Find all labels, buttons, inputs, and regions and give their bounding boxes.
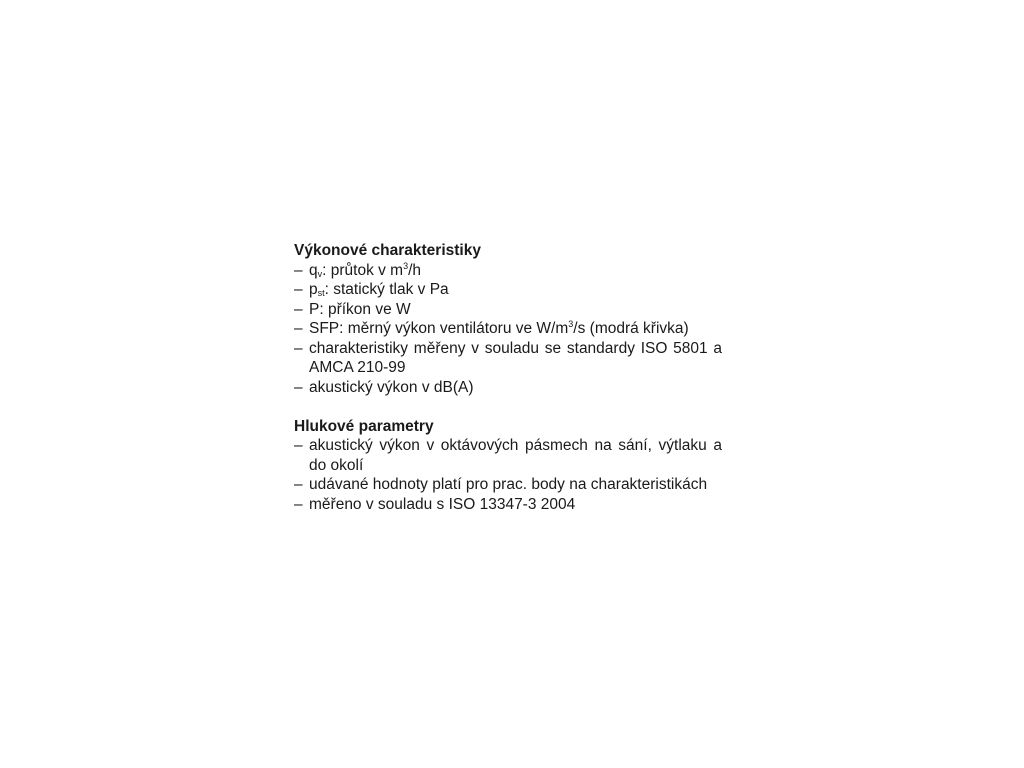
- section-heading-performance: Výkonové charakteristiky: [294, 242, 481, 259]
- document-text-block: [294, 241, 722, 514]
- sfp-suffix: /s (modrá křivka): [573, 320, 689, 337]
- list-item-acoustic-power: – akustický výkon v dB(A): [294, 378, 722, 398]
- flow-text: : průtok v m: [322, 261, 404, 279]
- sfp-text: SFP: měrný výkon ventilátoru ve W/m: [309, 320, 569, 337]
- pressure-subscript: st: [317, 288, 325, 298]
- pressure-symbol: p: [309, 281, 318, 298]
- list-item-power: – P: příkon ve W: [294, 300, 722, 320]
- flow-subscript: v: [317, 268, 323, 279]
- list-item-static-pressure: [294, 280, 722, 300]
- list-item-flow: [294, 261, 722, 281]
- performance-list: [294, 261, 722, 398]
- pressure-text: : statický tlak v Pa: [324, 281, 449, 298]
- list-item-standards: – charakteristiky měřeny v souladu se standardy ISO 5801 a AMCA 210-99: [294, 339, 722, 378]
- flow-superscript: 3: [403, 260, 409, 271]
- list-item-operating-points: – udávané hodnoty platí pro prac. body na charakteristikách: [294, 475, 722, 495]
- noise-list: [294, 436, 722, 514]
- list-item-octave-bands: – akustický výkon v oktávových pásmech na sání, výtlaku a do okolí: [294, 436, 722, 475]
- flow-suffix: /h: [408, 261, 422, 279]
- section-spacer: [294, 397, 722, 417]
- list-item-sfp: [294, 319, 722, 339]
- flow-symbol: q: [309, 261, 318, 279]
- list-item-iso-standard: – měřeno v souladu s ISO 13347-3 2004: [294, 495, 722, 515]
- sfp-superscript: 3: [568, 319, 574, 329]
- section-heading-noise: Hlukové parametry: [294, 417, 434, 435]
